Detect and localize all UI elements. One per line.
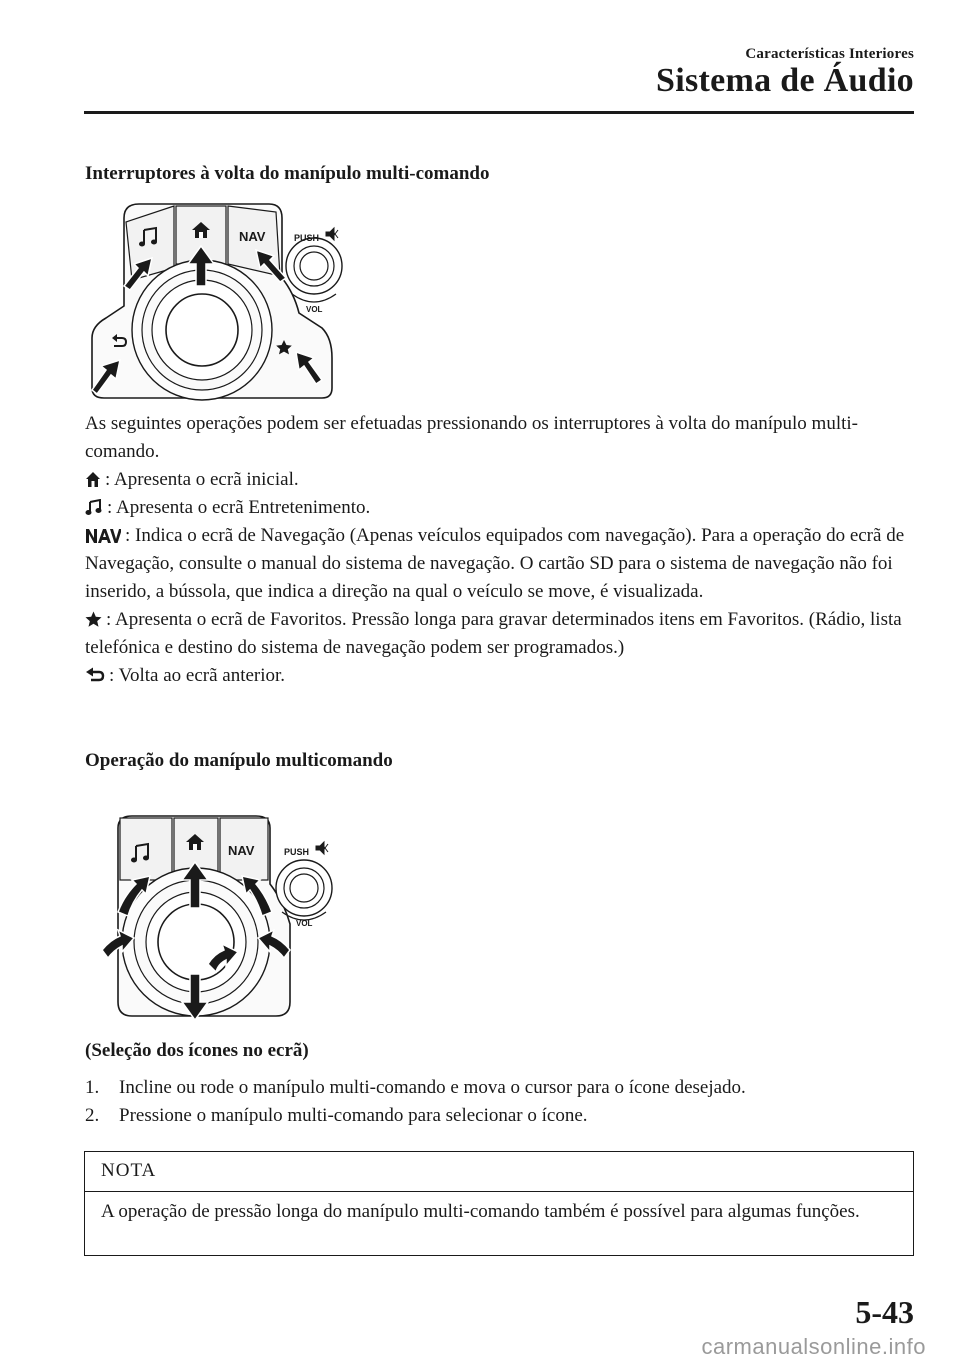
push-label: PUSH	[284, 847, 310, 857]
step-number: 1.	[85, 1077, 100, 1098]
chapter-subtitle: Características Interiores	[745, 46, 914, 62]
switches-intro: As seguintes operações podem ser efetuadas pressionando os interruptores à volta do manípulo multi-comando.	[85, 413, 858, 462]
page-number: 5-43	[855, 1294, 914, 1330]
push-label: PUSH	[294, 233, 320, 243]
note-title: NOTA	[85, 1152, 913, 1192]
chapter-title: Sistema de Áudio	[656, 62, 914, 99]
step-text: Pressione o manípulo multi-comando para selecionar o ícone.	[119, 1105, 588, 1126]
section-heading-switches: Interruptores à volta do manípulo multi-comando	[85, 163, 490, 184]
switch-item-back-text: : Volta ao ecrã anterior.	[109, 665, 286, 686]
home-icon	[85, 471, 101, 488]
note-box	[84, 1151, 914, 1256]
switch-item-home-text: : Apresenta o ecrã inicial.	[105, 469, 299, 490]
subheading-icon-selection: (Seleção dos ícones no ecrã)	[85, 1040, 309, 1061]
vol-label: VOL	[296, 919, 313, 928]
header-divider	[84, 111, 914, 114]
commander-switches-diagram	[84, 198, 354, 403]
switch-item-back	[85, 662, 915, 690]
step-item	[85, 1102, 915, 1130]
switch-item-music	[85, 494, 915, 522]
back-icon	[85, 667, 105, 684]
switch-item-nav	[85, 522, 915, 606]
section-heading-operation: Operação do manípulo multicomando	[85, 750, 393, 771]
vol-label: VOL	[306, 305, 323, 314]
switches-description	[85, 410, 915, 690]
watermark: carmanualsonline.info	[701, 1334, 926, 1359]
switch-item-home	[85, 466, 915, 494]
nav-icon	[85, 528, 121, 544]
switch-item-favorites-text: : Apresenta o ecrã de Favoritos. Pressão longa para gravar determinados itens em Favoritos. (Rádio, lista telefónica e destino do sistema de navegação podem ser programados.)	[85, 609, 902, 658]
commander-operation-diagram	[90, 812, 360, 1024]
note-text: A operação de pressão longa do manípulo multi-comando também é possível para algumas funções.	[101, 1201, 860, 1222]
switch-item-music-text: : Apresenta o ecrã Entretenimento.	[107, 497, 371, 518]
star-icon	[85, 611, 102, 628]
music-icon	[85, 499, 103, 516]
nav-label: NAV	[228, 843, 255, 858]
nav-label: NAV	[239, 229, 266, 244]
step-item	[85, 1074, 915, 1102]
operation-steps	[85, 1074, 915, 1130]
step-number: 2.	[85, 1105, 100, 1126]
step-text: Incline ou rode o manípulo multi-comando e mova o cursor para o ícone desejado.	[119, 1077, 746, 1098]
switch-item-nav-text: : Indica o ecrã de Navegação (Apenas veículos equipados com navegação). Para a operação do ecrã de Navegação, consulte o manual do sistema de navegação. O cartão SD para o sistema de navegação não foi inserido, a bússola, que indica a direção na qual o veículo se move, é visualizada.	[85, 525, 905, 602]
switch-item-favorites	[85, 606, 915, 662]
